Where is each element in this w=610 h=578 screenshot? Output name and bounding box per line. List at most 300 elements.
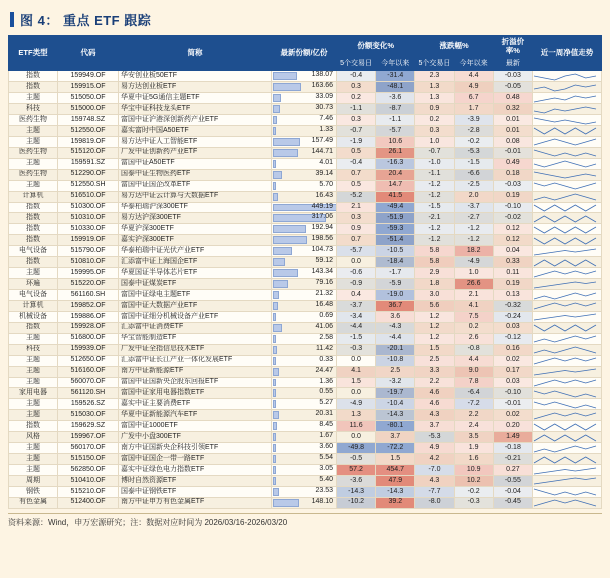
cell-etf-type: 家用电器 [9, 388, 58, 399]
cell-return-5d: 0.3 [415, 125, 454, 136]
cell-share-change-5d: -0.4 [337, 158, 376, 169]
cell-share-change-5d: -0.3 [337, 344, 376, 355]
cell-share: 5.40 [272, 475, 337, 486]
etf-tracking-table [8, 35, 602, 509]
cell-return-ytd: -5.3 [454, 147, 493, 158]
cell-return-5d: -5.3 [415, 432, 454, 443]
cell-share-change-ytd: -14.3 [376, 486, 415, 497]
cell-premium: 0.13 [493, 290, 532, 301]
th-share-change-5d: 5个交易日 [337, 58, 376, 71]
cell-share-change-ytd: 47.9 [376, 475, 415, 486]
cell-share-change-ytd: 41.5 [376, 191, 415, 202]
cell-premium: 0.12 [493, 224, 532, 235]
table-row [9, 147, 602, 158]
table-row [9, 93, 602, 104]
cell-name: 华安创业板50ETF [119, 71, 272, 82]
cell-share: 143.34 [272, 268, 337, 279]
table-row [9, 377, 602, 388]
cell-share-change-5d: -49.8 [337, 443, 376, 454]
cell-share-change-5d: 0.3 [337, 82, 376, 93]
cell-nav-sparkline [533, 388, 602, 399]
table-row [9, 158, 602, 169]
cell-share-change-ytd: -10.5 [376, 246, 415, 257]
cell-share-change-5d: 0.3 [337, 213, 376, 224]
cell-name: 嘉实中证主要消费ETF [119, 399, 272, 410]
cell-nav-sparkline [533, 333, 602, 344]
table-row [9, 104, 602, 115]
cell-nav-sparkline [533, 279, 602, 290]
cell-share: 192.94 [272, 224, 337, 235]
cell-share-change-5d: -1.9 [337, 136, 376, 147]
cell-code: 159629.SZ [58, 421, 119, 432]
cell-code: 515790.OF [58, 246, 119, 257]
cell-code: 159819.OF [58, 136, 119, 147]
cell-etf-type: 指数 [9, 82, 58, 93]
table-row [9, 465, 602, 476]
cell-return-5d: 4.2 [415, 454, 454, 465]
cell-name: 富国中证细分机械设备产业ETF [119, 311, 272, 322]
cell-return-ytd: -6.4 [454, 388, 493, 399]
cell-name: 华夏中证新能源汽车ETF [119, 410, 272, 421]
cell-nav-sparkline [533, 432, 602, 443]
cell-return-ytd: 4.4 [454, 355, 493, 366]
th-share: 最新份额/亿份 [272, 36, 337, 71]
cell-share-change-ytd: -10.4 [376, 399, 415, 410]
cell-return-ytd: -4.9 [454, 257, 493, 268]
cell-code: 562850.OF [58, 465, 119, 476]
cell-nav-sparkline [533, 136, 602, 147]
cell-share-change-ytd: -4.3 [376, 322, 415, 333]
cell-share: 33.09 [272, 93, 337, 104]
cell-share-change-5d: -5.2 [337, 191, 376, 202]
cell-return-ytd: 2.0 [454, 191, 493, 202]
cell-nav-sparkline [533, 104, 602, 115]
cell-nav-sparkline [533, 115, 602, 126]
cell-nav-sparkline [533, 246, 602, 257]
cell-premium: 0.27 [493, 465, 532, 476]
cell-name: 富国中证沪港深创新药产业ETF [119, 115, 272, 126]
table-row [9, 169, 602, 180]
cell-nav-sparkline [533, 147, 602, 158]
cell-share-change-5d: 57.2 [337, 465, 376, 476]
cell-premium: 0.11 [493, 268, 532, 279]
cell-nav-sparkline [533, 355, 602, 366]
table-row [9, 300, 602, 311]
table-row [9, 268, 602, 279]
cell-code: 515220.OF [58, 279, 119, 290]
cell-etf-type: 指数 [9, 257, 58, 268]
table-row [9, 246, 602, 257]
cell-return-5d: 3.7 [415, 421, 454, 432]
cell-share-change-ytd: 26.1 [376, 147, 415, 158]
table-row [9, 443, 602, 454]
cell-name: 南方中证国新央企科技引领ETF [119, 443, 272, 454]
cell-share-change-5d: 0.7 [337, 235, 376, 246]
cell-name: 华夏沪深300ETF [119, 224, 272, 235]
table-row [9, 257, 602, 268]
cell-share: 23.53 [272, 486, 337, 497]
cell-nav-sparkline [533, 475, 602, 486]
cell-name: 华泰柏瑞中证光伏产业ETF [119, 246, 272, 257]
cell-return-5d: 0.2 [415, 115, 454, 126]
cell-name: 汇添富中证长江产业一体化发展ETF [119, 355, 272, 366]
cell-premium: 0.04 [493, 246, 532, 257]
cell-share-change-ytd: -16.3 [376, 158, 415, 169]
table-row [9, 213, 602, 224]
cell-return-5d: -1.2 [415, 180, 454, 191]
cell-share-change-ytd: 20.4 [376, 169, 415, 180]
cell-share: 3.05 [272, 465, 337, 476]
cell-return-5d: 2.9 [415, 268, 454, 279]
cell-code: 560170.OF [58, 443, 119, 454]
cell-share-change-ytd: 14.7 [376, 180, 415, 191]
cell-premium: -0.12 [493, 333, 532, 344]
cell-share: 0.55 [272, 388, 337, 399]
cell-nav-sparkline [533, 125, 602, 136]
cell-share: 4.01 [272, 158, 337, 169]
cell-nav-sparkline [533, 257, 602, 268]
cell-premium: 0.20 [493, 421, 532, 432]
cell-premium: 0.18 [493, 169, 532, 180]
cell-share-change-5d: 0.3 [337, 115, 376, 126]
cell-share-change-ytd: -10.8 [376, 355, 415, 366]
table-row [9, 432, 602, 443]
cell-return-ytd: 1.7 [454, 104, 493, 115]
cell-share-change-5d: -1.1 [337, 104, 376, 115]
cell-premium: 0.12 [493, 235, 532, 246]
table-row [9, 475, 602, 486]
table-row [9, 344, 602, 355]
table-row [9, 125, 602, 136]
cell-etf-type: 指数 [9, 224, 58, 235]
cell-share-change-5d: 4.1 [337, 366, 376, 377]
cell-return-ytd: 6.7 [454, 93, 493, 104]
cell-premium: -0.24 [493, 311, 532, 322]
cell-return-5d: 2.2 [415, 377, 454, 388]
cell-etf-type: 主题 [9, 366, 58, 377]
cell-name: 南方中证新能源ETF [119, 366, 272, 377]
cell-code: 510300.OF [58, 202, 119, 213]
cell-code: 159526.SZ [58, 399, 119, 410]
cell-etf-type: 主题 [9, 377, 58, 388]
cell-premium: 0.02 [493, 355, 532, 366]
th-name: 简称 [119, 36, 272, 71]
cell-share-change-ytd: 10.6 [376, 136, 415, 147]
cell-return-ytd: -2.5 [454, 180, 493, 191]
cell-premium: 0.19 [493, 191, 532, 202]
table-row [9, 136, 602, 147]
cell-name: 国泰中证钢铁ETF [119, 486, 272, 497]
cell-etf-type: 医药生物 [9, 115, 58, 126]
cell-name: 富国中证大数据产业ETF [119, 300, 272, 311]
cell-share-change-5d: 0.5 [337, 180, 376, 191]
cell-code: 515000.OF [58, 104, 119, 115]
cell-share-change-ytd: -14.3 [376, 410, 415, 421]
cell-return-ytd: 4.1 [454, 300, 493, 311]
cell-share: 7.46 [272, 115, 337, 126]
cell-return-5d: -7.0 [415, 465, 454, 476]
cell-code: 516160.OF [58, 366, 119, 377]
cell-name: 国泰中证煤炭ETF [119, 279, 272, 290]
cell-return-5d: 1.2 [415, 311, 454, 322]
title-accent-bar [10, 12, 14, 27]
cell-return-ytd: -1.2 [454, 235, 493, 246]
cell-nav-sparkline [533, 421, 602, 432]
cell-return-ytd: 10.9 [454, 465, 493, 476]
cell-premium: -0.05 [493, 82, 532, 93]
cell-return-ytd: 3.5 [454, 432, 493, 443]
cell-nav-sparkline [533, 497, 602, 508]
figure-source-note: 资料来源：Wind，申万宏源研究；注：数据对应时间为 2026/03/16-2026/03/20 [8, 513, 602, 528]
cell-premium: -0.03 [493, 180, 532, 191]
cell-premium: 0.01 [493, 115, 532, 126]
cell-nav-sparkline [533, 235, 602, 246]
table-body [9, 71, 602, 509]
cell-share-change-ytd: -19.7 [376, 388, 415, 399]
cell-etf-type: 有色金属 [9, 497, 58, 508]
cell-name: 华宝智能制造ETF [119, 333, 272, 344]
cell-code: 510330.OF [58, 224, 119, 235]
cell-premium: -0.32 [493, 300, 532, 311]
cell-etf-type: 电气设备 [9, 290, 58, 301]
cell-share: 41.06 [272, 322, 337, 333]
cell-share-change-ytd: 3.7 [376, 432, 415, 443]
cell-return-ytd: 2.6 [454, 333, 493, 344]
th-share-change: 份额变化% [337, 36, 415, 58]
table-row [9, 311, 602, 322]
cell-nav-sparkline [533, 399, 602, 410]
cell-code: 159852.OF [58, 300, 119, 311]
cell-nav-sparkline [533, 344, 602, 355]
cell-share-change-5d: -0.7 [337, 125, 376, 136]
cell-return-5d: 2.3 [415, 71, 454, 82]
cell-premium: -0.55 [493, 475, 532, 486]
cell-share: 5.70 [272, 180, 337, 191]
th-premium-latest: 最新 [493, 58, 532, 71]
cell-code: 512650.OF [58, 355, 119, 366]
cell-share-change-5d: -0.6 [337, 268, 376, 279]
cell-premium: -0.01 [493, 399, 532, 410]
cell-share-change-ytd: -5.7 [376, 125, 415, 136]
cell-return-ytd: -0.2 [454, 486, 493, 497]
cell-share: 1.36 [272, 377, 337, 388]
cell-code: 159919.OF [58, 235, 119, 246]
cell-share-change-5d: 0.9 [337, 224, 376, 235]
cell-code: 512550.OF [58, 125, 119, 136]
cell-nav-sparkline [533, 93, 602, 104]
cell-code: 515150.OF [58, 454, 119, 465]
cell-etf-type: 医药生物 [9, 169, 58, 180]
cell-nav-sparkline [533, 377, 602, 388]
cell-share-change-5d: 0.0 [337, 432, 376, 443]
cell-share-change-5d: 0.5 [337, 147, 376, 158]
cell-return-ytd: 7.5 [454, 311, 493, 322]
cell-premium: -0.45 [493, 497, 532, 508]
cell-nav-sparkline [533, 322, 602, 333]
cell-share: 449.19 [272, 202, 337, 213]
cell-name: 嘉实沪深300ETF [119, 235, 272, 246]
table-row [9, 202, 602, 213]
cell-share: 16.48 [272, 300, 337, 311]
cell-name: 广发中小盘300ETF [119, 432, 272, 443]
cell-etf-type: 环遍 [9, 279, 58, 290]
cell-return-ytd: 2.4 [454, 421, 493, 432]
cell-code: 512400.OF [58, 497, 119, 508]
cell-share: 79.16 [272, 279, 337, 290]
cell-return-5d: 4.6 [415, 388, 454, 399]
cell-nav-sparkline [533, 202, 602, 213]
cell-etf-type: 指数 [9, 202, 58, 213]
cell-share-change-ytd: -1.1 [376, 115, 415, 126]
cell-code: 561160.SH [58, 290, 119, 301]
cell-premium: 0.33 [493, 257, 532, 268]
cell-nav-sparkline [533, 224, 602, 235]
cell-return-5d: 3.0 [415, 290, 454, 301]
cell-share: 39.14 [272, 169, 337, 180]
cell-share-change-ytd: -8.7 [376, 104, 415, 115]
cell-name: 易方达中证人工智能ETF [119, 136, 272, 147]
cell-return-ytd: 0.2 [454, 322, 493, 333]
cell-premium: -0.02 [493, 213, 532, 224]
table-row [9, 115, 602, 126]
cell-return-ytd: -3.7 [454, 202, 493, 213]
cell-name: 南方中证申万有色金属ETF [119, 497, 272, 508]
cell-nav-sparkline [533, 443, 602, 454]
cell-premium: 0.19 [493, 279, 532, 290]
cell-premium: 0.08 [493, 136, 532, 147]
cell-share: 11.42 [272, 344, 337, 355]
cell-etf-type: 指数 [9, 213, 58, 224]
cell-return-ytd: -3.9 [454, 115, 493, 126]
cell-share: 21.32 [272, 290, 337, 301]
table-row [9, 279, 602, 290]
cell-etf-type: 主题 [9, 158, 58, 169]
cell-return-ytd: -0.3 [454, 497, 493, 508]
cell-premium: 0.01 [493, 125, 532, 136]
cell-return-5d: -8.0 [415, 497, 454, 508]
cell-share-change-ytd: -19.0 [376, 290, 415, 301]
cell-return-ytd: 2.1 [454, 290, 493, 301]
cell-share-change-5d: 1.5 [337, 377, 376, 388]
cell-etf-type: 主题 [9, 125, 58, 136]
cell-return-5d: 3.3 [415, 366, 454, 377]
cell-nav-sparkline [533, 300, 602, 311]
cell-share: 3.60 [272, 443, 337, 454]
cell-code: 159591.SZ [58, 158, 119, 169]
cell-share: 148.10 [272, 497, 337, 508]
cell-etf-type: 周期 [9, 475, 58, 486]
cell-name: 富国中证1000ETF [119, 421, 272, 432]
cell-code: 560070.OF [58, 377, 119, 388]
cell-share-change-ytd: -3.2 [376, 377, 415, 388]
cell-code: 516800.OF [58, 333, 119, 344]
cell-share-change-5d: -3.6 [337, 475, 376, 486]
cell-premium: 0.48 [493, 93, 532, 104]
cell-code: 159915.OF [58, 82, 119, 93]
cell-share-change-ytd: -31.4 [376, 71, 415, 82]
cell-code: 159928.OF [58, 322, 119, 333]
cell-return-ytd: 18.2 [454, 246, 493, 257]
cell-share: 30.73 [272, 104, 337, 115]
cell-premium: -0.04 [493, 486, 532, 497]
cell-etf-type: 主题 [9, 268, 58, 279]
table-row [9, 388, 602, 399]
cell-share-change-5d: 1.3 [337, 410, 376, 421]
cell-share-change-5d: -10.2 [337, 497, 376, 508]
cell-code: 159886.OF [58, 311, 119, 322]
cell-share-change-ytd: -5.9 [376, 279, 415, 290]
cell-share: 157.49 [272, 136, 337, 147]
cell-name: 华宝中证科技龙头ETF [119, 104, 272, 115]
cell-share-change-5d: -4.9 [337, 399, 376, 410]
th-etf-type: ETF类型 [9, 36, 58, 71]
cell-etf-type: 主题 [9, 410, 58, 421]
cell-etf-type: 主题 [9, 355, 58, 366]
cell-share-change-ytd: -48.1 [376, 82, 415, 93]
cell-nav-sparkline [533, 169, 602, 180]
cell-name: 华泰柏瑞沪深300ETF [119, 202, 272, 213]
table-row [9, 333, 602, 344]
table-row [9, 399, 602, 410]
cell-return-ytd: -1.5 [454, 158, 493, 169]
cell-name: 富国中证A50ETF [119, 158, 272, 169]
cell-code: 510310.OF [58, 213, 119, 224]
cell-share: 2.58 [272, 333, 337, 344]
cell-share: 198.56 [272, 235, 337, 246]
cell-code: 510410.OF [58, 475, 119, 486]
cell-share-change-5d: 0.0 [337, 257, 376, 268]
cell-share: 5.27 [272, 399, 337, 410]
cell-nav-sparkline [533, 290, 602, 301]
cell-return-5d: -1.1 [415, 169, 454, 180]
cell-name: 汇添富中证上海国企ETF [119, 257, 272, 268]
cell-share-change-ytd: 3.6 [376, 311, 415, 322]
cell-share-change-ytd: 1.5 [376, 454, 415, 465]
cell-name: 广发中证全指信息技术ETF [119, 344, 272, 355]
cell-return-5d: -1.2 [415, 235, 454, 246]
cell-return-ytd: -6.6 [454, 169, 493, 180]
cell-nav-sparkline [533, 311, 602, 322]
cell-share-change-ytd: -72.2 [376, 443, 415, 454]
cell-return-5d: -1.2 [415, 191, 454, 202]
cell-code: 515210.OF [58, 486, 119, 497]
cell-share-change-5d: -3.7 [337, 300, 376, 311]
cell-code: 159939.OF [58, 344, 119, 355]
cell-return-ytd: -2.7 [454, 213, 493, 224]
cell-return-5d: 5.8 [415, 246, 454, 257]
cell-etf-type: 主题 [9, 399, 58, 410]
cell-code: 159967.OF [58, 432, 119, 443]
cell-etf-type: 主题 [9, 136, 58, 147]
cell-premium: 0.17 [493, 366, 532, 377]
cell-share-change-ytd: -51.9 [376, 213, 415, 224]
cell-name: 易方达中证云计算与大数据ETF [119, 191, 272, 202]
cell-premium: 0.03 [493, 377, 532, 388]
table-row [9, 191, 602, 202]
cell-name: 博时自然资源ETF [119, 475, 272, 486]
cell-nav-sparkline [533, 71, 602, 82]
cell-return-5d: -1.5 [415, 202, 454, 213]
cell-nav-sparkline [533, 191, 602, 202]
table-row [9, 224, 602, 235]
th-share-change-ytd: 今年以来 [376, 58, 415, 71]
cell-name: 汇添富中证消费ETF [119, 322, 272, 333]
cell-share: 8.45 [272, 421, 337, 432]
cell-share-change-5d: 0.2 [337, 93, 376, 104]
cell-etf-type: 指数 [9, 71, 58, 82]
cell-return-ytd: -1.2 [454, 224, 493, 235]
cell-name: 易方达沪深300ETF [119, 213, 272, 224]
